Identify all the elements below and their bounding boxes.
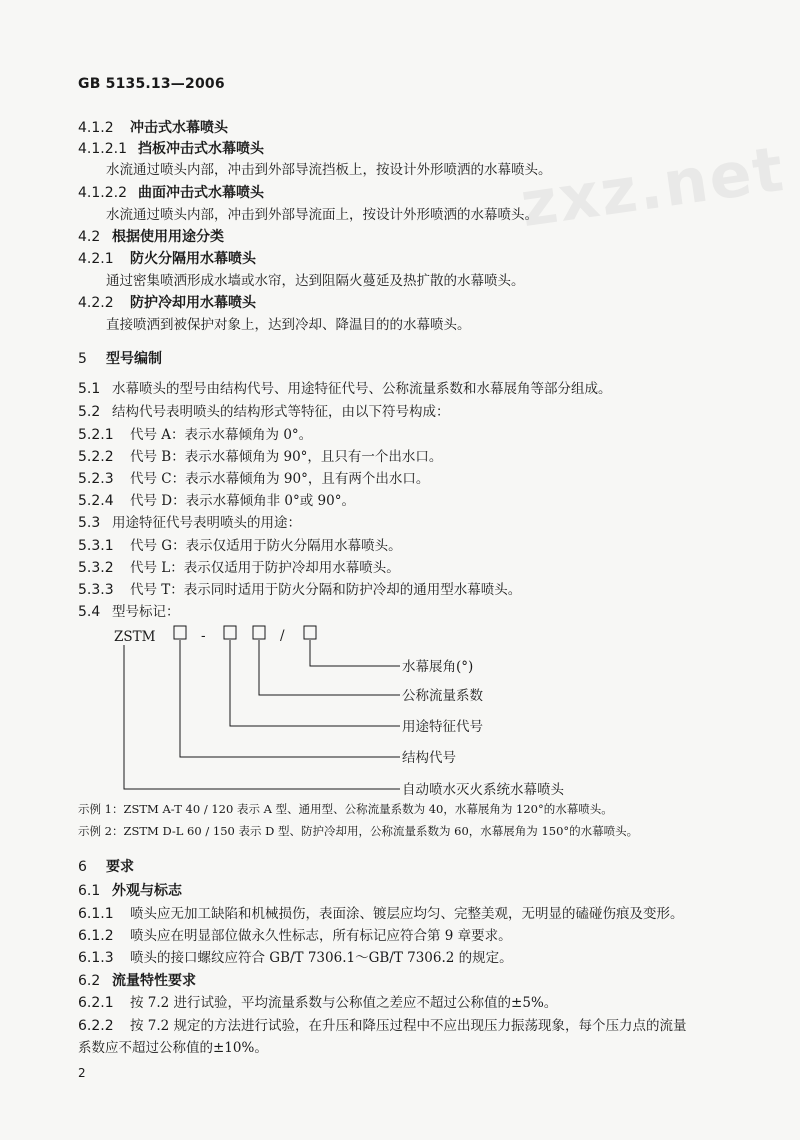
section-number: 6.2 xyxy=(78,973,101,989)
section-heading: 挡板冲击式水幕喷头 xyxy=(138,141,264,157)
body-text: 喷头应在明显部位做永久性标志，所有标记应符合第 9 章要求。 xyxy=(130,928,512,944)
section-heading: 型号编制 xyxy=(106,351,162,367)
text-line xyxy=(78,1037,268,1059)
text-line xyxy=(78,992,557,1014)
section-number: 6.1.1 xyxy=(78,906,114,922)
box-spray-angle xyxy=(304,626,316,639)
section-heading: 防火分隔用水幕喷头 xyxy=(130,251,256,267)
text-line xyxy=(78,880,182,902)
body-text: 水幕喷头的型号由结构代号、用途特征代号、公称流量系数和水幕展角等部分组成。 xyxy=(112,381,612,397)
section-number: 6 xyxy=(78,859,87,875)
body-text: 代号 G：表示仅适用于防火分隔用水幕喷头。 xyxy=(130,538,402,554)
section-heading: 流量特性要求 xyxy=(112,973,196,989)
section-heading: 外观与标志 xyxy=(112,883,182,899)
body-text: 代号 B：表示水幕倾角为 90°，且只有一个出水口。 xyxy=(130,449,443,465)
diagram-slash: / xyxy=(280,628,285,644)
text-line xyxy=(78,1015,687,1037)
label-product-name: 自动喷水灭火系统水幕喷头 xyxy=(402,782,564,798)
body-text: 按 7.2 规定的方法进行试验，在升压和降压过程中不应出现压力振荡现象，每个压力点的流量 xyxy=(130,1018,687,1034)
section-number: 5.2 xyxy=(78,404,101,420)
body-text: 代号 T：表示同时适用于防火分隔和防护冷却的通用型水幕喷头。 xyxy=(130,582,522,598)
label-usage-code: 用途特征代号 xyxy=(402,719,483,735)
text-line xyxy=(78,856,134,878)
section-number: 6.2.1 xyxy=(78,995,114,1011)
page-number: 2 xyxy=(78,1066,86,1080)
body-text: 代号 D：表示水幕倾角非 0°或 90°。 xyxy=(130,493,355,509)
watermark: zxz.net xyxy=(516,131,790,242)
section-number: 5.2.3 xyxy=(78,471,114,487)
body-text: 喷头应无加工缺陷和机械损伤，表面涂、镀层应均匀、完整美观，无明显的磕碰伤痕及变形。 xyxy=(130,906,684,922)
section-number: 6.2.2 xyxy=(78,1018,114,1034)
box-usage-code xyxy=(224,626,236,639)
section-number: 5.2.1 xyxy=(78,427,114,443)
leader-spray-angle xyxy=(310,640,400,666)
diagram-dash: - xyxy=(201,628,206,644)
section-number: 5.3.2 xyxy=(78,560,114,576)
text-line xyxy=(78,903,684,925)
section-number: 4.2 xyxy=(78,229,101,245)
leader-structure-code xyxy=(180,640,400,757)
leader-flow-coefficient xyxy=(259,640,400,695)
body-text: 喷头的接口螺纹应符合 GB/T 7306.1～GB/T 7306.2 的规定。 xyxy=(130,950,513,966)
label-spray-angle: 水幕展角(°) xyxy=(402,659,474,675)
body-text: 代号 L：表示仅适用于防护冷却用水幕喷头。 xyxy=(130,560,400,576)
body-text: 按 7.2 进行试验，平均流量系数与公称值之差应不超过公称值的±5%。 xyxy=(130,995,558,1011)
section-number: 4.2.2 xyxy=(78,295,114,311)
text-line xyxy=(78,970,196,992)
section-number: 5.1 xyxy=(78,381,101,397)
body-text: 代号 C：表示水幕倾角为 90°，且有两个出水口。 xyxy=(130,471,430,487)
section-number: 4.2.1 xyxy=(78,251,114,267)
section-number: 5.2.2 xyxy=(78,449,114,465)
diagram-prefix: ZSTM xyxy=(114,629,156,645)
body-text: 水流通过喷头内部，冲击到外部导流面上，按设计外形喷洒的水幕喷头。 xyxy=(106,207,538,223)
section-heading: 根据使用用途分类 xyxy=(112,229,224,245)
leader-product-name xyxy=(124,645,400,789)
example-2: 示例 2：ZSTM D-L 60 / 150 表示 D 型、防护冷却用，公称流量系数为 60，水幕展角为 150°的水幕喷头。 xyxy=(78,824,639,838)
section-number: 5.4 xyxy=(78,604,101,620)
body-text: 水流通过喷头内部，冲击到外部导流挡板上，按设计外形喷洒的水幕喷头。 xyxy=(106,162,552,178)
text-line xyxy=(78,947,513,969)
box-flow-coefficient xyxy=(253,626,265,639)
section-number: 6.1 xyxy=(78,883,101,899)
section-number: 4.1.2 xyxy=(78,120,114,136)
section-number: 6.1.2 xyxy=(78,928,114,944)
body-text: 通过密集喷洒形成水墙或水帘，达到阻隔火蔓延及热扩散的水幕喷头。 xyxy=(106,273,525,289)
section-number: 6.1.3 xyxy=(78,950,114,966)
box-structure-code xyxy=(174,626,186,639)
section-number: 5.3.1 xyxy=(78,538,114,554)
leader-usage-code xyxy=(230,640,400,726)
standard-header: GB 5135.13—2006 xyxy=(78,76,225,92)
section-number: 5.2.4 xyxy=(78,493,114,509)
section-heading: 冲击式水幕喷头 xyxy=(130,120,228,136)
label-structure-code: 结构代号 xyxy=(402,750,456,766)
section-number: 5.3.3 xyxy=(78,582,114,598)
body-text: 系数应不超过公称值的±10%。 xyxy=(78,1040,268,1056)
section-number: 4.1.2.1 xyxy=(78,141,127,157)
body-text: 结构代号表明喷头的结构形式等特征，由以下符号构成： xyxy=(112,404,450,420)
section-heading: 曲面冲击式水幕喷头 xyxy=(138,185,264,201)
section-number: 5.3 xyxy=(78,515,101,531)
section-heading: 要求 xyxy=(106,859,134,875)
section-heading: 防护冷却用水幕喷头 xyxy=(130,295,256,311)
label-flow-coefficient: 公称流量系数 xyxy=(402,688,483,704)
body-text: 代号 A：表示水幕倾角为 0°。 xyxy=(130,427,313,443)
body-text: 型号标记： xyxy=(112,604,180,620)
example-1: 示例 1：ZSTM A-T 40 / 120 表示 A 型、通用型、公称流量系数为 40，水幕展角为 120°的水幕喷头。 xyxy=(78,802,613,816)
text-line xyxy=(78,925,512,947)
section-number: 4.1.2.2 xyxy=(78,185,127,201)
section-number: 5 xyxy=(78,351,87,367)
body-text: 用途特征代号表明喷头的用途： xyxy=(112,515,301,531)
body-text: 直接喷洒到被保护对象上，达到冷却、降温目的的水幕喷头。 xyxy=(106,317,471,333)
